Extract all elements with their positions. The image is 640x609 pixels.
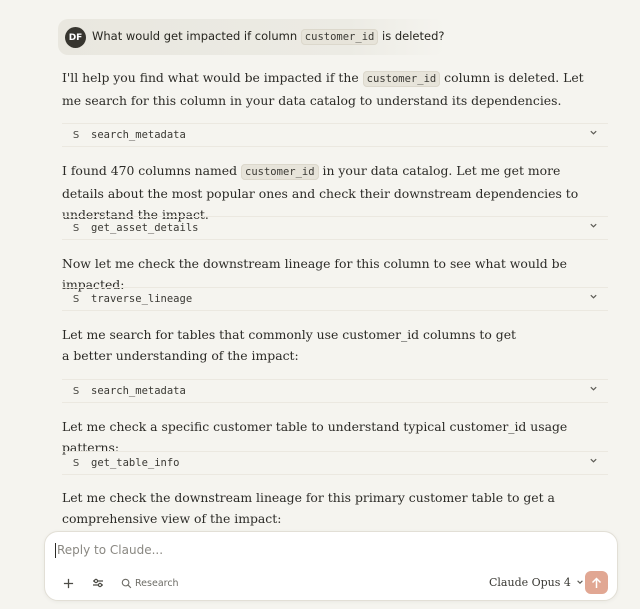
- chevron-down-icon: [589, 384, 598, 396]
- tool-call-search-metadata[interactable]: [62, 379, 608, 403]
- avatar: DF: [65, 27, 86, 48]
- paragraph-text: in your data catalog. Let me get more details about the most popular ones and check their downstream dependencies to understand the impact.: [62, 163, 579, 222]
- user-text-after: is deleted?: [382, 29, 445, 43]
- text-caret: [55, 543, 56, 558]
- user-inline-code: customer_id: [301, 29, 379, 45]
- tool-name: traverse_lineage: [91, 293, 193, 305]
- research-button[interactable]: [121, 573, 179, 593]
- chevron-down-icon: [589, 128, 598, 140]
- search-icon: [121, 578, 132, 589]
- tool-call-search-metadata[interactable]: [62, 123, 608, 147]
- model-selector[interactable]: [489, 576, 584, 589]
- arrow-up-icon: [591, 577, 602, 589]
- tool-icon: S: [72, 385, 80, 397]
- user-message-text: [92, 29, 444, 43]
- assistant-paragraph: Let me check a specific customer table to understand typical customer_id usage patterns:: [62, 419, 568, 455]
- chevron-down-icon: [589, 456, 598, 468]
- tool-call-get-asset-details[interactable]: [62, 216, 608, 240]
- chevron-down-icon: [589, 292, 598, 304]
- assistant-paragraph: Now let me check the downstream lineage for this column to see what would be impacted:: [62, 256, 567, 292]
- send-button[interactable]: [585, 571, 608, 594]
- tool-icon: S: [72, 293, 80, 305]
- paragraph-text: column is deleted. Let me search for this column in your data catalog to understand its dependencies.: [62, 70, 584, 108]
- reply-input[interactable]: [55, 542, 599, 558]
- inline-code: customer_id: [241, 164, 319, 180]
- tool-name: get_asset_details: [91, 222, 199, 234]
- tool-icon: S: [72, 457, 80, 469]
- add-button[interactable]: [59, 573, 77, 593]
- plus-icon: [63, 578, 74, 589]
- paragraph-text: I found 470 columns named: [62, 163, 238, 178]
- chevron-down-icon: [576, 578, 584, 586]
- tool-call-get-table-info[interactable]: [62, 451, 608, 475]
- tool-name: search_metadata: [91, 385, 186, 397]
- reply-composer: [44, 531, 618, 601]
- tool-name: search_metadata: [91, 129, 186, 141]
- chevron-down-icon: [589, 221, 598, 233]
- assistant-paragraph: [62, 67, 602, 111]
- assistant-paragraph: Let me search for tables that commonly use customer_id columns to get a better understanding of the impact:: [62, 327, 517, 363]
- tool-icon: S: [72, 129, 80, 141]
- user-message: [58, 19, 445, 55]
- tools-button[interactable]: [89, 573, 107, 593]
- sliders-icon: [92, 577, 104, 589]
- tool-call-traverse-lineage[interactable]: [62, 287, 608, 311]
- assistant-paragraph: Let me check the downstream lineage for this primary customer table to get a comprehensive view of the impact:: [62, 490, 555, 526]
- paragraph-text: I'll help you find what would be impacted if the: [62, 70, 359, 85]
- inline-code: customer_id: [363, 71, 441, 87]
- research-label: Research: [135, 577, 179, 589]
- model-label: Claude Opus 4: [489, 576, 571, 589]
- tool-icon: S: [72, 222, 80, 234]
- tool-name: get_table_info: [91, 457, 180, 469]
- user-text-before: What would get impacted if column: [92, 29, 298, 43]
